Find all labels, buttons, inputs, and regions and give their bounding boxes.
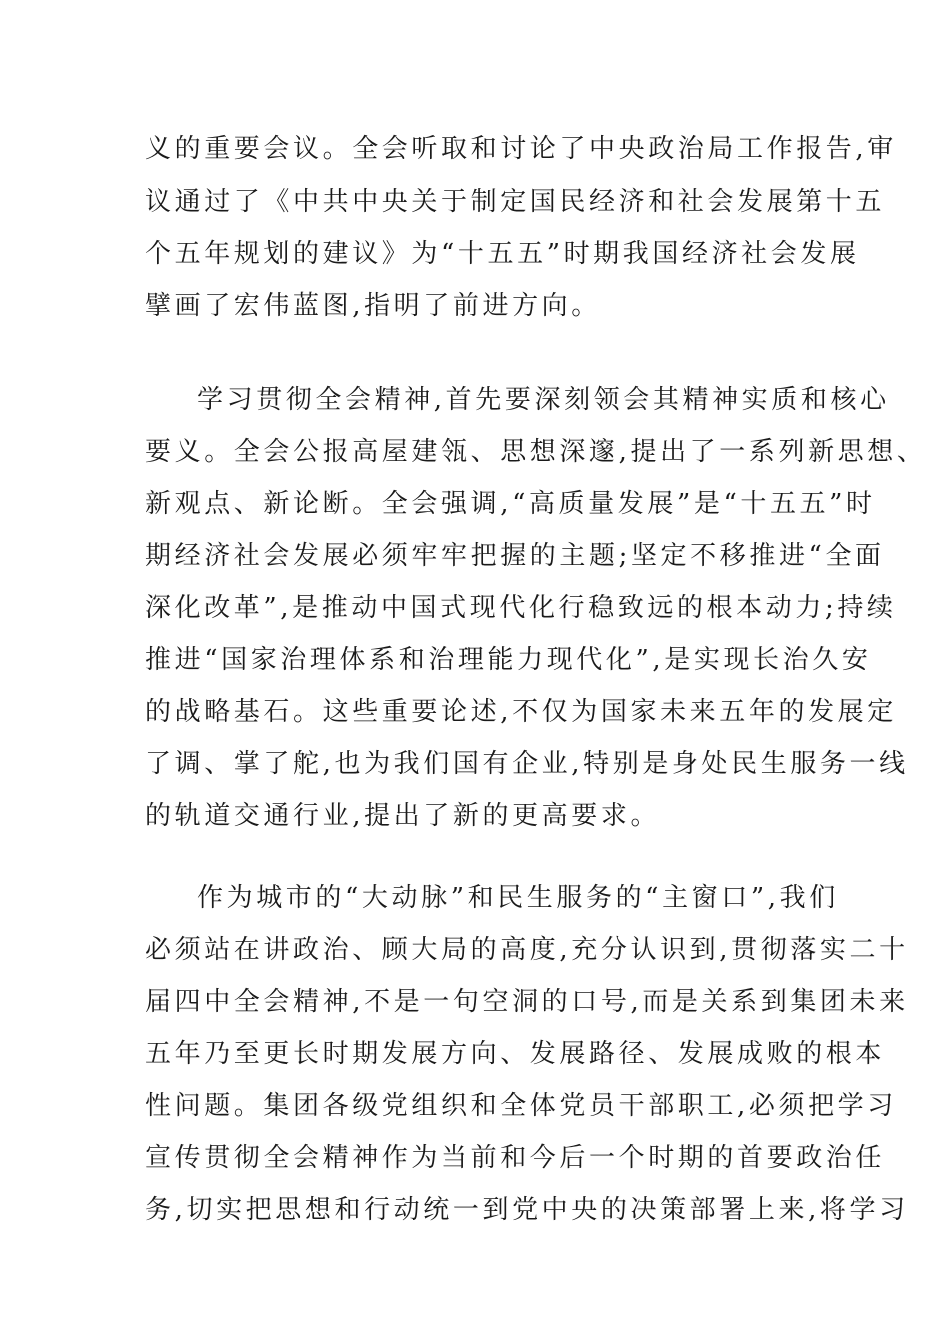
text-line: 必须站在讲政治、顾大局的高度,充分认识到,贯彻落实二十 (145, 935, 909, 965)
text-line: 议通过了《中共中央关于制定国民经济和社会发展第十五 (145, 187, 886, 217)
text-line: 的战略基石。这些重要论述,不仅为国家未来五年的发展定 (145, 697, 897, 727)
text-line: 务,切实把思想和行动统一到党中央的决策部署上来,将学习 (145, 1195, 909, 1225)
text-line: 宣传贯彻全会精神作为当前和今后一个时期的首要政治任 (145, 1143, 886, 1173)
text-line: 推进“国家治理体系和治理能力现代化”,是实现长治久安 (145, 645, 872, 675)
text-line: 的轨道交通行业,提出了新的更高要求。 (145, 801, 661, 831)
text-line: 深化改革”,是推动中国式现代化行稳致远的根本动力;持续 (145, 593, 897, 623)
text-line: 擘画了宏伟蓝图,指明了前进方向。 (145, 291, 601, 321)
text-line: 期经济社会发展必须牢牢把握的主题;坚定不移推进“全面 (145, 541, 885, 571)
text-line: 义的重要会议。全会听取和讨论了中央政治局工作报告,审 (145, 134, 897, 164)
text-line: 五年乃至更长时期发展方向、发展路径、发展成败的根本 (145, 1039, 886, 1069)
text-line: 要义。全会公报高屋建瓴、思想深邃,提出了一系列新思想、 (145, 437, 927, 467)
text-line: 作为城市的“大动脉”和民生服务的“主窗口”,我们 (197, 883, 839, 913)
text-line: 性问题。集团各级党组织和全体党员干部职工,必须把学习 (145, 1091, 897, 1121)
text-line: 届四中全会精神,不是一句空洞的口号,而是关系到集团未来 (145, 987, 909, 1017)
text-line: 新观点、新论断。全会强调,“高质量发展”是“十五五”时 (145, 489, 876, 519)
text-line: 个五年规划的建议》为“十五五”时期我国经济社会发展 (145, 239, 860, 269)
text-line: 学习贯彻全会精神,首先要深刻领会其精神实质和核心 (197, 385, 890, 415)
text-line: 了调、掌了舵,也为我们国有企业,特别是身处民生服务一线 (145, 749, 909, 779)
